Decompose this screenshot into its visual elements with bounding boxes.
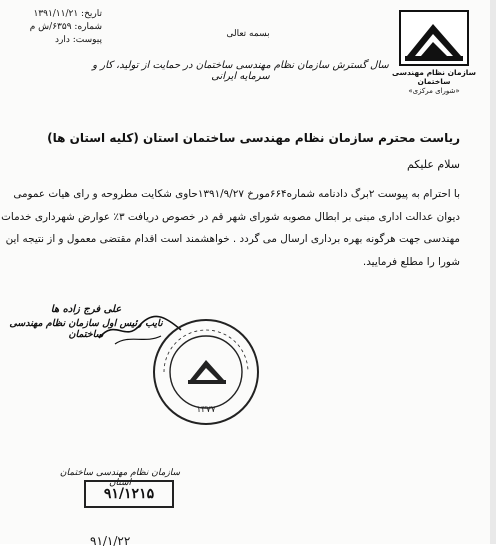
registry-stamp (50, 468, 190, 548)
bismillah-heading: بسمه تعالی (226, 29, 270, 39)
body-line: شورا را مطلع فرمایید. (362, 255, 460, 268)
round-official-seal (150, 316, 262, 428)
greeting-line: سلام علیکم (406, 158, 460, 171)
recipient-line: ریاست محترم سازمان نظام مهندسی ساختمان استان (کلیه استان ها) (47, 131, 460, 145)
letter-attachment: پیوست: دارد (54, 35, 102, 45)
registry-stamp-number: ۹۱/۱۲۱۵ (84, 480, 174, 508)
signer-name: علی فرج زاده ها (50, 304, 122, 315)
signer-title: نایب رئیس اول سازمان نظام مهندسی ساختمان (9, 318, 163, 340)
letter-meta (10, 8, 102, 47)
body-line: مهندسی جهت هرگونه بهره برداری ارسال می گردد . خواهشمند است اقدام مقتضی معمول و از نتیجه این (5, 233, 460, 245)
letter-date: تاریخ: ۱۳۹۱/۱۱/۲۱ (33, 9, 102, 19)
year-slogan: سال گسترش سازمان نظام مهندسی ساختمان در حمایت از تولید، کار و سرمایه ایرانی (92, 60, 389, 82)
logo-organization-name: سازمان نظام مهندسی ساختمان (392, 68, 476, 86)
registry-stamp-title: سازمان نظام مهندسی ساختمان استان (59, 468, 181, 488)
body-line: دیوان عدالت اداری مبنی بر ابطال مصوبه شورای شهر قم در خصوص دریافت ۳٪ عوارض شهرداری خدمات (1, 210, 460, 223)
logo-council-name: «شورای مرکزی» (408, 87, 460, 95)
body-line: با احترام به پیوست ۲برگ دادنامه شماره۶۶۴مورخ ۱۳۹۱/۹/۲۷حاوی شکایت مطروحه و رای هیات عمومی (13, 188, 460, 200)
scan-edge (490, 0, 496, 544)
organization-logo (382, 10, 486, 95)
registry-stamp-date: ۹۱/۱/۲۲ (90, 534, 131, 548)
letter-number: شماره: ۶۳۵۹/ش م (29, 22, 102, 32)
letter-body (1, 183, 460, 273)
seal-year: ١٣٧٧ (196, 405, 216, 415)
